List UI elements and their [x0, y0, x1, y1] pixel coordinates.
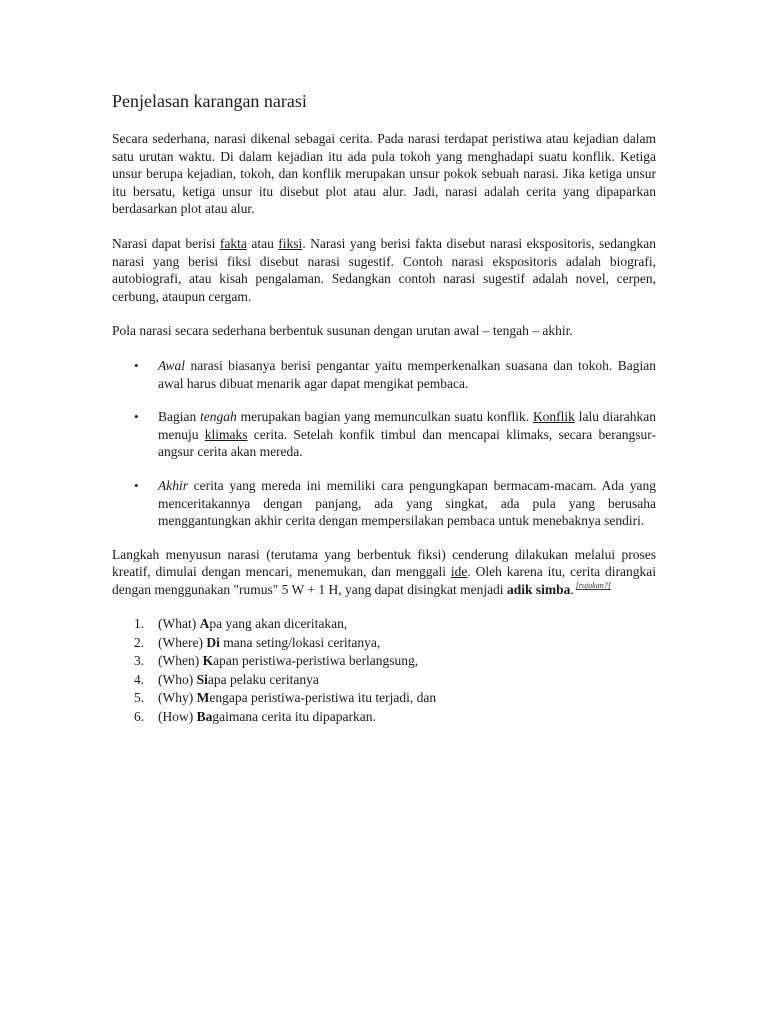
paragraph-text: Narasi dapat berisi	[112, 235, 220, 251]
bullet-marker: •	[134, 477, 139, 493]
paragraph-text: Langkah menyusun narasi (terutama yang berbentuk fiksi) cenderung dilakukan melalui proses kreatif, dimulai dengan mencari, menemukan, dan menggali	[112, 546, 656, 580]
page-title: Penjelasan karangan narasi	[112, 91, 307, 111]
bullet-marker: •	[134, 409, 139, 425]
numbered-item	[112, 615, 656, 633]
list-item	[112, 357, 656, 392]
list-item	[112, 408, 656, 461]
item-text: (Where)	[158, 634, 207, 650]
item-number: 1.	[134, 616, 145, 632]
item-text: (Why)	[158, 690, 197, 706]
paragraph-text: .	[570, 581, 574, 597]
numbered-item	[112, 689, 656, 707]
numbered-item	[112, 634, 656, 652]
list-item-text: cerita. Setelah konfik timbul dan mencapai klimaks, secara berangsur-angsur cerita akan mereda.	[158, 426, 656, 460]
item-number: 6.	[134, 708, 145, 724]
paragraph-text: . Oleh karena itu, cerita dirangkai dengan menggunakan "rumus" 5 W + 1 H, yang dapat disingkat menjadi	[112, 564, 656, 597]
item-number: 2.	[134, 634, 145, 650]
paragraph-text: atau	[246, 235, 279, 251]
paragraph-types	[112, 235, 656, 305]
item-bold: A	[199, 616, 210, 632]
link-fiksi[interactable]: fiksi	[278, 235, 303, 251]
list-item-text: merupakan bagian yang memunculkan suatu konflik.	[236, 409, 533, 425]
paragraph-definition: Secara sederhana, narasi dikenal sebagai cerita. Pada narasi terdapat peristiwa atau kejadian dalam satu urutan waktu. Di dalam kejadian itu ada pula tokoh yang menghadapi suatu konflik. Ketiga unsur berupa kejadian, tokoh, dan konflik merupakan unsur pokok sebuah narasi. Jika ketiga unsur itu bersatu, ketiga unsur itu disebut plot atau alur. Jadi, narasi adalah cerita yang dipaparkan berdasarkan plot atau alur.	[112, 131, 656, 217]
link-ide[interactable]: ide	[450, 564, 468, 580]
item-text: (What)	[158, 616, 200, 632]
link-konflik[interactable]: Konflik	[532, 409, 575, 425]
item-bold: Ba	[196, 708, 213, 724]
numbered-list	[112, 615, 656, 725]
item-text: apa pelaku ceritanya	[207, 671, 319, 687]
list-item-text: narasi biasanya berisi pengantar yaitu memperkenalkan suasana dan tokoh. Bagian awal harus dibuat menarik agar dapat mengikat pembaca.	[158, 357, 656, 391]
bold-term: adik simba	[506, 581, 571, 597]
emphasis-text: Akhir	[158, 477, 188, 493]
paragraph-text: . Narasi yang berisi fakta disebut narasi ekspositoris, sedangkan narasi yang berisi fiksi disebut narasi sugestif. Contoh narasi ekspositoris adalah biografi, autobiografi, atau kisah pengalaman. Sedangkan contoh narasi sugestif adalah novel, cerpen, cerbung, ataupun cergam.	[112, 235, 656, 304]
item-bold: Di	[206, 634, 220, 650]
emphasis-text: Awal	[158, 357, 186, 373]
item-text: gaimana cerita itu dipaparkan.	[212, 708, 376, 724]
item-bold: Si	[196, 671, 208, 687]
item-text: (When)	[158, 653, 203, 669]
list-item-text: lalu diarahkan menuju	[158, 409, 656, 442]
item-text: apan peristiwa-peristiwa berlangsung,	[213, 653, 419, 669]
document-body	[112, 90, 656, 726]
link-klimaks[interactable]: klimaks	[204, 426, 248, 442]
item-bold: K	[202, 653, 214, 669]
item-number: 3.	[134, 653, 145, 669]
item-text: pa yang akan diceritakan,	[209, 616, 348, 632]
numbered-item	[112, 708, 656, 726]
list-item	[112, 477, 656, 530]
link-fakta[interactable]: fakta	[219, 235, 247, 251]
paragraph-pattern: Pola narasi secara sederhana berbentuk susunan dengan urutan awal – tengah – akhir.	[112, 323, 573, 339]
numbered-item	[112, 671, 656, 689]
emphasis-text: tengah	[200, 409, 237, 425]
item-number: 5.	[134, 690, 145, 706]
item-text: (Who)	[158, 671, 197, 687]
paragraph-steps-intro	[112, 546, 656, 599]
citation-needed-link[interactable]: [rujukan?]	[575, 581, 611, 591]
list-item-text: cerita yang mereda ini memiliki cara pengungkapan bermacam-macam. Ada yang menceritakannya dengan panjang, ada yang singkat, ada pula yang berusaha menggantungkan akhir cerita dengan mempersilakan pembaca untuk menebaknya sendiri.	[158, 477, 656, 529]
item-bold: M	[196, 690, 210, 706]
bullet-list	[112, 357, 656, 530]
item-text: mana seting/lokasi ceritanya,	[219, 634, 381, 650]
list-item-text: Bagian	[158, 409, 201, 425]
bullet-marker: •	[134, 357, 139, 373]
item-number: 4.	[134, 671, 145, 687]
item-text: engapa peristiwa-peristiwa itu terjadi, dan	[209, 690, 437, 706]
item-text: (How)	[158, 708, 197, 724]
numbered-item	[112, 652, 656, 670]
